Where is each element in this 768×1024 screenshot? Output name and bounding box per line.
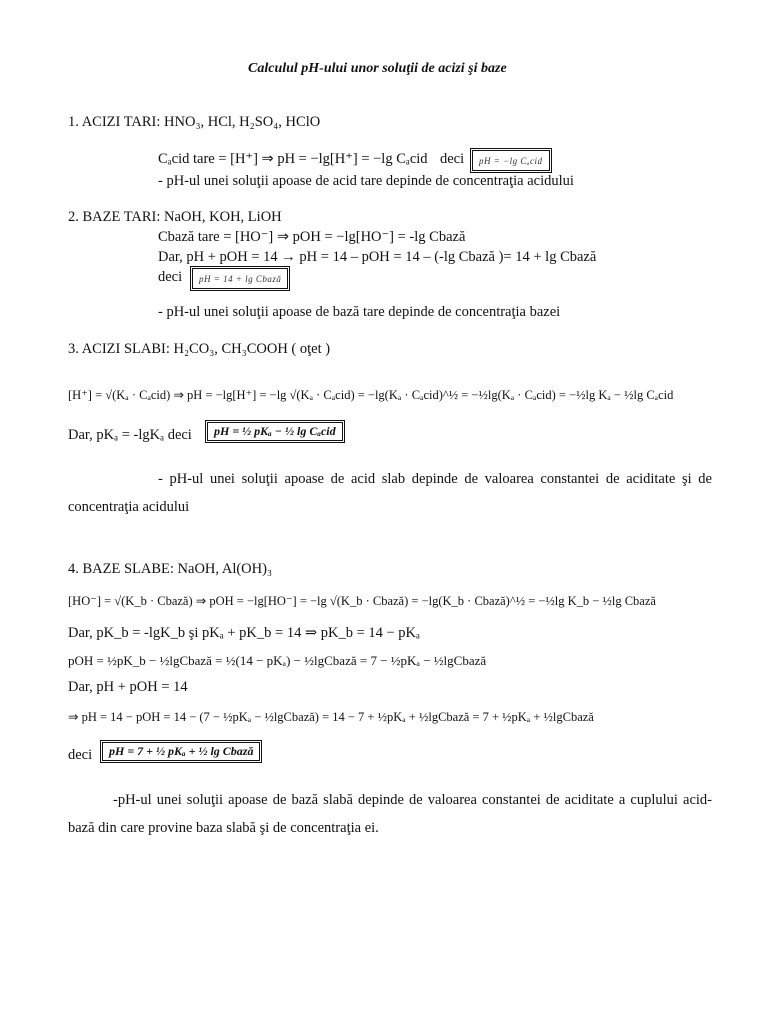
section-2-dar: Dar, pH + pOH = 14 → pH = 14 – pOH = 14 – (-lg Cbază )= 14 + lg Cbază — [158, 249, 597, 265]
section-3-result-box — [205, 420, 345, 443]
section-1-note: - pH-ul unei soluţii apoase de acid tare depinde de concentraţia acidului — [158, 173, 574, 189]
section-4-deci: deci — [68, 747, 93, 763]
section-2-result-box — [190, 266, 290, 291]
section-2-result: pH = 14 + lg Cbază — [199, 274, 282, 284]
page-title: Calculul pH-ului unor soluţii de acizi şi baze — [248, 61, 507, 76]
section-4-note: -pH-ul unei soluţii apoase de bază slabă depinde de valoarea constantei de aciditate a cuplului acid-bază din care provine baza slabă şi de concentraţia ei. — [68, 792, 712, 836]
section-1-heading: 1. ACIZI TARI: HNO₃, HCl, H₂SO₄, HClO — [68, 114, 321, 130]
section-1-result: pH = −lg Cₐcid — [479, 156, 543, 166]
section-4-heading: 4. BAZE SLABE: NaOH, Al(OH)₃ — [68, 561, 273, 577]
section-3-formula: [H⁺] = √(Kₐ · Cₐcid) ⇒ pH = −lg[H⁺] = −lg √(Kₐ · Cₐcid) = −lg(Kₐ · Cₐcid)^½ = −½lg(Kₐ · Cₐcid) = −½lg Kₐ − ½lg Cₐcid — [68, 388, 674, 402]
section-2-note: - pH-ul unei soluţii apoase de bază tare depinde de concentraţia bazei — [158, 304, 561, 320]
section-1-result-box — [470, 148, 552, 173]
section-3-result: pH = ½ pKₐ − ½ lg Cₐcid — [214, 424, 336, 438]
section-4-dar1: Dar, pK_b = -lgK_b şi pKₐ + pK_b = 14 ⇒ pK_b = 14 − pKₐ — [68, 625, 420, 641]
section-2-deci: deci — [158, 269, 183, 285]
section-1-formula: Cₐcid tare = [H⁺] ⇒ pH = −lg[H⁺] = −lg Cₐcid — [158, 151, 428, 167]
section-4-result-box — [100, 740, 262, 763]
section-4-dar2: Dar, pH + pOH = 14 — [68, 679, 188, 695]
section-2-formula: Cbază tare = [HO⁻] ⇒ pOH = −lg[HO⁻] = -lg Cbază — [158, 229, 466, 245]
section-3-heading: 3. ACIZI SLABI: H₂CO₃, CH₃COOH ( oţet ) — [68, 341, 331, 357]
section-3-note: - pH-ul unei soluţii apoase de acid slab depinde de valoarea constantei de aciditate şi de concentraţia acidului — [68, 471, 712, 515]
section-4-poh: pOH = ½pK_b − ½lgCbază = ½(14 − pKₐ) − ½lgCbază = 7 − ½pKₐ − ½lgCbază — [68, 653, 487, 668]
section-1-deci: deci — [440, 151, 465, 167]
section-4-ph: ⇒ pH = 14 − pOH = 14 − (7 − ½pKₐ − ½lgCbază) = 14 − 7 + ½pKₐ + ½lgCbază = 7 + ½pKₐ + ½lgCbază — [68, 710, 594, 724]
section-3-dar: Dar, pKₐ = -lgKₐ deci — [68, 427, 192, 443]
section-2-heading: 2. BAZE TARI: NaOH, KOH, LiOH — [68, 209, 282, 225]
section-4-formula: [HO⁻] = √(K_b · Cbază) ⇒ pOH = −lg[HO⁻] = −lg √(K_b · Cbază) = −lg(K_b · Cbază)^½ = −½lg K_b − ½lg Cbază — [68, 594, 656, 608]
section-4-result: pH = 7 + ½ pKₐ + ½ lg Cbază — [109, 744, 254, 758]
